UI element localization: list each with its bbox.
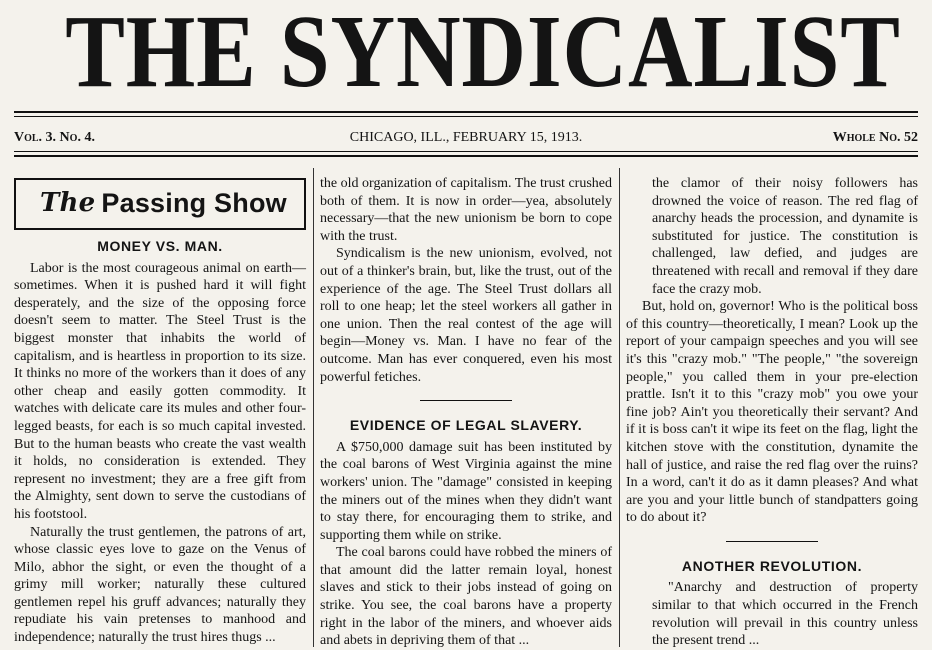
article-paragraph: The coal barons could have robbed the miners of that amount did the latter remain loyal, honest slaves and stick to their jobs instead of going on strike. You see, the coal barons have a property right in the labor of the miners, and whoever aids and abets in depriving them of that ... bbox=[320, 545, 612, 649]
column-1 bbox=[14, 172, 306, 647]
place-and-date: CHICAGO, ILL., FEBRUARY 15, 1913. bbox=[349, 130, 583, 145]
headline-money-vs-man: MONEY VS. MAN. bbox=[97, 238, 223, 254]
column-divider bbox=[313, 168, 314, 647]
masthead-rule-top bbox=[14, 111, 918, 113]
newspaper-title: THE SYNDICALIST bbox=[65, 0, 901, 109]
passing-show-the: The bbox=[40, 188, 96, 219]
article-paragraph: the clamor of their noisy followers has drowned the voice of reason. The red flag of anarchy heads the procession, and dynamite is substituted for justice. The constitution is challenged, law defied, and judges are threatened with recall and removal if they dare face the crazy mob. bbox=[652, 176, 918, 297]
article-separator bbox=[726, 541, 818, 542]
headline-legal-slavery: EVIDENCE OF LEGAL SLAVERY. bbox=[349, 417, 583, 434]
column-3 bbox=[626, 175, 918, 650]
passing-show-box bbox=[14, 178, 306, 230]
dateline-rule-bottom bbox=[14, 155, 918, 157]
dateline-rule-thin bbox=[14, 151, 918, 152]
headline-another-revolution: ANOTHER REVOLUTION. bbox=[681, 557, 863, 574]
column-divider bbox=[619, 168, 620, 647]
masthead bbox=[0, 0, 932, 108]
article-paragraph: the old organization of capitalism. The trust crushed both of them. It is now in order—yea, absolutely necessary—that the new unionism be born to cope with the trust. bbox=[320, 176, 612, 244]
dateline bbox=[14, 129, 918, 147]
volume-number: Vol. 3. No. 4. bbox=[14, 130, 95, 145]
whole-number: Whole No. 52 bbox=[832, 130, 918, 145]
article-paragraph: Naturally the trust gentlemen, the patrons of art, whose classic eyes love to gaze on the Venus of Milo, abhor the sight, or even the thought of a grimy mill worker; naturally these cultured gentlemen repel his gruff advances; naturally they repudiate his vain pretenses to manhood and independence; naturally the trust hires thugs ... bbox=[14, 524, 306, 646]
article-paragraph: A $750,000 damage suit has been instituted by the coal barons of West Virginia against the mine workers' union. The "damage" consisted in keeping the miners out of the mines when they didn't want to stay there, for encouraging them to strike, and supporting them while on strike. bbox=[320, 439, 612, 543]
passing-show-title: Passing Show bbox=[101, 188, 287, 219]
article-separator bbox=[420, 400, 512, 401]
article-paragraph: "Anarchy and destruction of property similar to that which occurred in the French revolution will prevail in this country unless the present trend ... bbox=[652, 580, 918, 649]
article-paragraph: Labor is the most courageous animal on earth—sometimes. When it is pushed hard it will fight desperately, and the size of the opposing force doesn't seem to matter. The Steel Trust is the biggest monster that inhabits the world of capitalism, and is heartless in proportion to its size. It thinks no more of the workers than it does of any other cheap and easily gotten commodity. It watches with delicate care its mules and other four-legged beasts, for each is so much capital invested. But to the human beasts who create the vast wealth it holds, no consideration is extended. They represent no investment; they are a free gift from the Almighty, sent down to serve the custodians of his footstool. bbox=[14, 260, 306, 522]
article-paragraph: But, hold on, governor! Who is the political boss of this country—theoretically, I mean? Look up the report of your campaign speeches and you will see it's this "crazy mob." "The people," "the sovereign people," you called them in your pre-election prattle. Isn't it to this "crazy mob" you owe your fine job? Ain't you theoretically their servant? And if it is boss can't it wipe its feet on the flag, light the kitchen stove with the constitution, dynamite the hall of justice, and raise the red flag over the ruins? In a word, can't it do as it damn pleases? And what are you and your little bunch of standpatters going to do about it? bbox=[626, 299, 918, 526]
column-2 bbox=[320, 175, 612, 650]
article-paragraph: Syndicalism is the new unionism, evolved, not out of a thinker's brain, but, like the trust, out of the experience of the age. The Steel Trust dollars all roll to one heap; let the steel workers all gather in one union. Then the real contest of the age will begin—Money vs. Man. I have no fear of the outcome. Man has ever conquered, even his most powerful fetiches. bbox=[320, 246, 612, 385]
masthead-rule-top-thin bbox=[14, 116, 918, 117]
